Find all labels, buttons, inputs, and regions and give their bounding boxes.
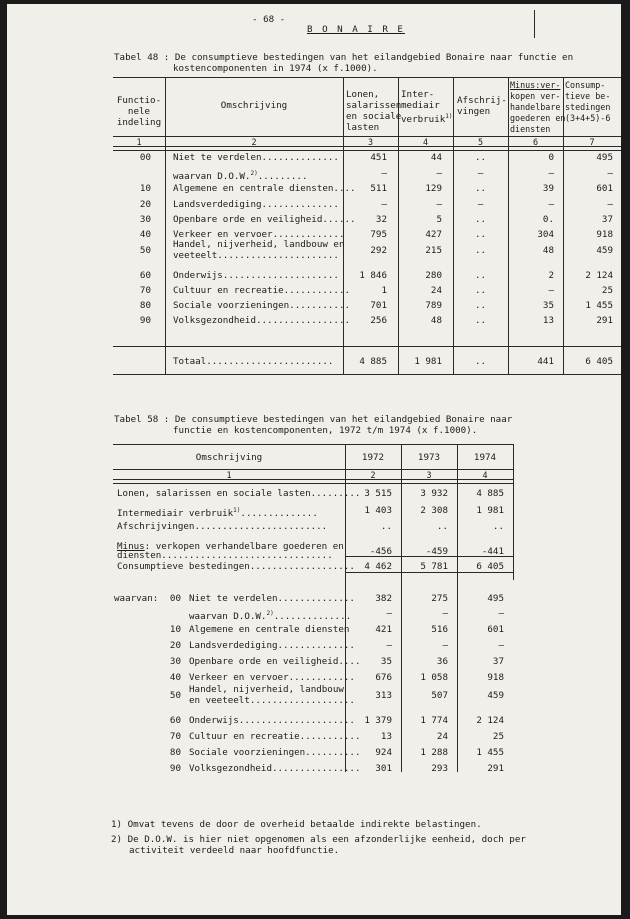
table58-cell-1972: 924	[375, 747, 392, 758]
table58-cell-1972: 676	[375, 672, 392, 683]
table58-cell-1973: ..	[436, 521, 448, 532]
table58-cell-1973: 293	[431, 763, 448, 774]
table48-cell-consumptieve: 495	[596, 152, 613, 163]
table48-colnum: 4	[422, 137, 429, 147]
table48-cell-minus: –	[548, 168, 554, 179]
waarvan-label: waarvan:	[114, 593, 159, 604]
function-label: Niet te verdelen..............	[189, 593, 355, 604]
page-number: - 68 -	[252, 14, 286, 25]
table58-function-code: 00	[169, 593, 181, 604]
table58-cell-1973: –	[442, 640, 448, 651]
table48-cell-intermediair: 48	[430, 315, 442, 326]
table48-col-sep	[453, 77, 454, 375]
table58-cell-1972: –	[386, 640, 392, 651]
table48-cell-consumptieve: –	[607, 168, 613, 179]
table48-row-desc: waarvan D.O.W.$^{2)}$.........	[173, 170, 308, 183]
table48-cell-consumptieve: 918	[596, 229, 613, 240]
function-label: Landsverdediging..............	[189, 640, 355, 651]
table48-total-lonen: 4 885	[359, 356, 387, 367]
footnote-2-cont: activiteit verdeeld naar hoofdfunctie.	[129, 845, 340, 856]
table48-total-consumptieve: 6 405	[585, 356, 613, 367]
table48-cell-minus: 2	[548, 270, 554, 281]
table58-cell-1972: 1 403	[364, 505, 392, 516]
table58-colnum: 4	[482, 470, 488, 480]
table58-function-desc	[189, 593, 355, 604]
table48-cell-afschrijvingen: ..	[474, 285, 487, 296]
function-label: Openbare orde en veiligheid....	[189, 656, 361, 667]
component-label: Intermediair verbruik	[117, 508, 234, 520]
table48-cell-lonen: 795	[370, 229, 387, 240]
table48-cell-afschrijvingen: ..	[474, 245, 487, 256]
table48-cell-minus: 0.	[542, 214, 554, 225]
table48-header-consumptieve: Consump- tieve be- stedingen (3+4+5)-6	[565, 80, 611, 123]
component-label: Afschrijvingen........................	[117, 521, 328, 532]
table48-cell-lonen: 292	[370, 245, 387, 256]
component-label: Lonen, salarissen en sociale lasten.........	[117, 488, 361, 499]
table48-row-code: 60	[139, 270, 151, 281]
table48-cell-afschrijvingen: –	[477, 199, 484, 210]
table58-col-sep	[513, 444, 514, 580]
function-label: Onderwijs.....................	[189, 715, 355, 726]
table48-caption-2: kostencomponenten in 1974 (x f.1000).	[173, 63, 378, 74]
table48-cell-minus: 35	[542, 300, 554, 311]
table48-cell-minus: –	[548, 199, 554, 210]
table58-consumptieve-1972: 4 462	[364, 561, 392, 572]
table48-row-code: 10	[139, 183, 151, 194]
region-title: B O N A I R E	[307, 24, 405, 35]
table58-colnum: 3	[426, 470, 432, 480]
table58-cell-1974: 291	[487, 763, 504, 774]
table48-colnum: 7	[589, 137, 595, 147]
table48-cell-intermediair: 44	[430, 152, 442, 163]
table48-cell-consumptieve: 459	[596, 245, 613, 256]
table48-col-sep	[165, 77, 166, 375]
table48-cell-lonen: 256	[370, 315, 387, 326]
function-label: Volksgezondheid................	[189, 763, 361, 774]
table48-cell-consumptieve: 291	[596, 315, 613, 326]
table48-row-code: 90	[139, 315, 151, 326]
table58-function-desc	[189, 672, 355, 683]
table48-colnum: 2	[251, 137, 257, 147]
table58-cell-1974: 1 981	[476, 505, 504, 516]
table58-cell-1974: 459	[487, 690, 504, 701]
table48-cell-minus: 0	[548, 152, 554, 163]
table48-col-sep	[343, 77, 344, 375]
table48-cell-minus: 304	[537, 229, 554, 240]
table48-caption-1: Tabel 48 : De consumptieve bestedingen van het eilandgebied Bonaire naar functie en	[114, 52, 574, 63]
function-label: Sociale voorzieningen..........	[189, 747, 361, 758]
table48-cell-consumptieve: 601	[596, 183, 613, 194]
table48-cell-intermediair: 427	[425, 229, 442, 240]
table58-function-code: 70	[169, 731, 181, 742]
table58-function-code: 80	[169, 747, 181, 758]
table58-header-1973: 1973	[417, 452, 441, 463]
table48-cell-lonen: 701	[370, 300, 387, 311]
table48-row-desc: Onderwijs.....................	[173, 270, 339, 281]
table58-cell-1973: 1 774	[420, 715, 448, 726]
table58-component-desc-cont: diensten...............................	[117, 550, 333, 561]
function-label: Cultuur en recreatie...........	[189, 731, 361, 742]
minus-label: Minus	[117, 541, 145, 552]
table58-cell-1972: 35	[380, 656, 392, 667]
table48-cell-intermediair: –	[436, 199, 442, 210]
table48-row-code: 70	[139, 285, 151, 296]
table58-function-code: 10	[169, 624, 181, 635]
table48-cell-afschrijvingen: ..	[474, 229, 487, 240]
table48-header-intermediair: Inter- mediair verbruik$^{1)}$	[401, 89, 453, 126]
table48-row-code: 50	[139, 245, 151, 256]
component-label: : verkopen verhandelbare goederen en	[144, 541, 344, 552]
footnote-ref: 1)	[233, 507, 241, 514]
function-label: waarvan D.O.W.	[189, 611, 267, 623]
table58-consumptieve-desc: Consumptieve bestedingen...................	[117, 561, 355, 572]
table58-top-rule	[113, 444, 513, 445]
table48-col-sep	[508, 77, 509, 375]
table48-cell-lonen: 32	[375, 214, 387, 225]
table58-function-desc	[189, 624, 349, 635]
table58-cell-1974: 1 455	[476, 747, 504, 758]
table58-cell-1972: -456	[369, 546, 392, 557]
table58-function-desc	[189, 684, 344, 695]
table48-row-code: 20	[139, 199, 151, 210]
table48-cell-intermediair: –	[436, 168, 442, 179]
table58-function-code: 40	[169, 672, 181, 683]
document-page	[7, 4, 621, 915]
table58-consumptieve-1974: 6 405	[476, 561, 504, 572]
footnote-1: 1) Omvat tevens de door de overheid betaalde indirekte belastingen.	[111, 819, 482, 830]
table48-cell-lonen: 511	[370, 183, 387, 194]
table58-cell-1973: 2 308	[420, 505, 448, 516]
table48-top-rule	[113, 77, 621, 78]
table48-colnum: 6	[532, 137, 539, 147]
table48-cell-intermediair: 280	[425, 270, 442, 281]
table58-cell-1973: 275	[431, 593, 448, 604]
table58-header-1974: 1974	[473, 452, 497, 463]
table58-function-desc-cont: en veeteelt...................	[189, 695, 355, 706]
table48-cell-lonen: –	[381, 168, 387, 179]
table48-row-desc: Openbare orde en veiligheid......	[173, 214, 356, 225]
footnote-2: 2) De D.O.W. is hier niet opgenomen als een afzonderlijke eenheid, doch per	[111, 834, 526, 845]
table58-cell-1974: 495	[487, 593, 504, 604]
table48-cell-consumptieve: 1 455	[585, 300, 613, 311]
table58-cell-1973: 516	[431, 624, 448, 635]
table58-function-desc	[189, 640, 355, 651]
table48-row-desc: Landsverdediging..............	[173, 199, 339, 210]
table48-total-minus: 441	[537, 356, 554, 367]
table58-colnum: 1	[226, 470, 232, 480]
table58-header-omschrijving: Omschrijving	[195, 452, 263, 463]
table58-cell-1972: 313	[375, 690, 392, 701]
table48-cell-lonen: 1	[381, 285, 387, 296]
table48-row-desc: Sociale voorzieningen...........	[173, 300, 351, 311]
table48-row-desc: Verkeer en vervoer.............	[173, 229, 345, 240]
table48-row-code: 30	[139, 214, 151, 225]
table58-cell-1973: 1 288	[420, 747, 448, 758]
table58-function-code: 60	[169, 715, 181, 726]
table48-cell-consumptieve: 37	[601, 214, 613, 225]
table58-function-code: 20	[169, 640, 181, 651]
table58-function-desc	[189, 608, 351, 622]
table58-cell-1974: 2 124	[476, 715, 504, 726]
table58-caption-1: Tabel 58 : De consumptieve bestedingen van het eilandgebied Bonaire naar	[114, 414, 513, 425]
table58-cell-1974: –	[498, 608, 504, 619]
table48-row-desc: Algemene en centrale diensten....	[173, 183, 356, 194]
table48-row-desc-cont: veeteelt......................	[173, 250, 339, 261]
table48-cell-lonen: –	[381, 199, 387, 210]
table48-cell-afschrijvingen: ..	[474, 315, 487, 326]
table48-colnum: 3	[367, 137, 374, 147]
table48-row-desc: Handel, nijverheid, landbouw en	[173, 239, 345, 250]
table58-component-desc	[117, 488, 360, 499]
function-label: Algemene en centrale diensten	[189, 624, 350, 635]
table58-component-desc	[117, 505, 318, 519]
table58-cell-1972: 1 379	[364, 715, 392, 726]
table48-header-afschrijvingen: Afschrij- vingen	[457, 95, 507, 117]
table58-cell-1972: 13	[380, 731, 392, 742]
table58-function-code: 90	[169, 763, 181, 774]
table58-function-code: 50	[169, 690, 181, 701]
table48-cell-minus: –	[548, 285, 554, 296]
table48-cell-minus: 13	[542, 315, 554, 326]
table48-row-code: 00	[139, 152, 151, 163]
table58-cell-1974: –	[498, 640, 504, 651]
table58-cell-1974: -441	[481, 546, 504, 557]
table48-cell-consumptieve: 25	[601, 285, 613, 296]
table58-cell-1973: –	[442, 608, 448, 619]
table48-cell-intermediair: 215	[425, 245, 442, 256]
table58-cell-1972: –	[386, 608, 392, 619]
table48-total-intermediair: 1 981	[414, 356, 442, 367]
table48-cell-intermediair: 5	[436, 214, 442, 225]
table48-cell-intermediair: 24	[430, 285, 442, 296]
table48-header-functie: Functio- nele indeling	[116, 95, 162, 128]
table58-component-desc	[117, 521, 327, 532]
table58-cell-1972: 421	[375, 624, 392, 635]
table48-cell-intermediair: 129	[425, 183, 442, 194]
table48-colnum: 1	[136, 137, 142, 147]
table48-cell-afschrijvingen: ..	[474, 214, 487, 225]
function-label: Verkeer en vervoer............	[189, 672, 355, 683]
table48-cell-consumptieve: –	[607, 199, 613, 210]
table48-cell-minus: 39	[542, 183, 554, 194]
table48-cell-afschrijvingen: ..	[474, 300, 487, 311]
table48-cell-intermediair: 789	[425, 300, 442, 311]
leader-dots: ..............	[273, 611, 352, 623]
table58-consumptieve-1973: 5 781	[420, 561, 448, 572]
table58-cell-1973: 507	[431, 690, 448, 701]
table58-function-desc	[189, 763, 360, 774]
table58-cell-1972: 301	[375, 763, 392, 774]
table48-cell-afschrijvingen: ..	[474, 152, 487, 163]
table58-cell-1973: -459	[425, 546, 448, 557]
leader-dots: ..............	[240, 508, 318, 520]
table58-function-desc	[189, 747, 360, 758]
margin-mark	[534, 10, 535, 38]
table48-cell-consumptieve: 2 124	[585, 270, 613, 281]
table48-header-omschrijving: Omschrijving	[220, 100, 288, 111]
table48-total-rule	[113, 346, 621, 347]
table48-row-desc: Cultuur en recreatie............	[173, 285, 351, 296]
table48-cell-afschrijvingen: –	[477, 168, 484, 179]
table58-caption-2: functie en kostencomponenten, 1972 t/m 1974 (x f.1000).	[173, 425, 478, 436]
table48-row-code: 40	[139, 229, 151, 240]
table58-cell-1973: 3 932	[420, 488, 448, 499]
table58-function-desc	[189, 731, 360, 742]
table58-cell-1972: ..	[380, 521, 392, 532]
table48-header-lonen: Lonen, salarissen en sociale lasten	[346, 89, 402, 133]
table58-function-desc	[189, 715, 355, 726]
table48-cell-lonen: 451	[370, 152, 387, 163]
table58-cell-1974: ..	[492, 521, 504, 532]
table58-header-1972: 1972	[361, 452, 385, 463]
table48-cell-lonen: 1 846	[359, 270, 387, 281]
table48-total-afschrijvingen: ..	[474, 356, 487, 367]
table58-cell-1972: 3 515	[364, 488, 392, 499]
table48-bottom-rule	[113, 374, 621, 375]
table58-cell-1974: 4 885	[476, 488, 504, 499]
table48-row-code: 80	[139, 300, 151, 311]
table48-total-desc: Totaal.......................	[173, 356, 334, 367]
table48-colnum: 5	[477, 137, 484, 147]
table48-header-minus: Minus:ver- kopen ver- handelbare goederen en diensten	[510, 80, 566, 134]
table48-cell-afschrijvingen: ..	[474, 183, 487, 194]
table58-cell-1974: 37	[492, 656, 504, 667]
table58-function-desc	[189, 656, 360, 667]
table48-row-desc: Niet te verdelen..............	[173, 152, 339, 163]
footnote-ref: 2)	[266, 610, 274, 617]
table58-cell-1974: 25	[492, 731, 504, 742]
table58-cell-1973: 36	[436, 656, 448, 667]
table48-cell-afschrijvingen: ..	[474, 270, 487, 281]
footnote-ref: 2)	[250, 170, 258, 177]
function-label: Handel, nijverheid, landbouw	[189, 684, 344, 695]
table58-cell-1973: 1 058	[420, 672, 448, 683]
table48-row-desc: Volksgezondheid.................	[173, 315, 351, 326]
table58-colnum: 2	[370, 470, 376, 480]
table58-cell-1972: 382	[375, 593, 392, 604]
table58-cell-1974: 918	[487, 672, 504, 683]
table58-function-code: 30	[169, 656, 181, 667]
table48-cell-minus: 48	[542, 245, 554, 256]
table58-cell-1974: 601	[487, 624, 504, 635]
table58-sub-rule	[345, 572, 513, 573]
table58-cell-1973: 24	[436, 731, 448, 742]
